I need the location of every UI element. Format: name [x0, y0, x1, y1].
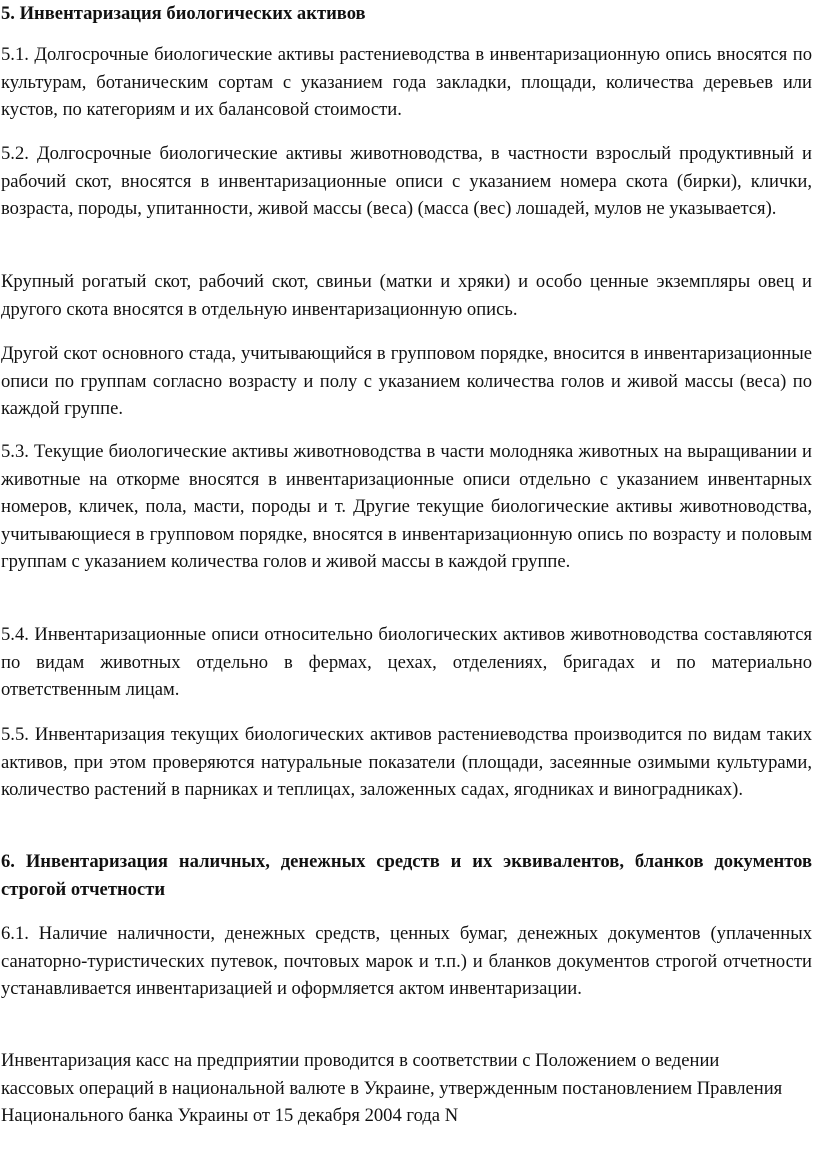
paragraph-5-1: 5.1. Долгосрочные биологические активы растениеводства в инвентаризационную опись вносятся по культурам, ботаническим сортам с указанием года закладки, площади, количества деревьев или кустов, по категориям и их балансовой стоимости. [1, 44, 812, 121]
paragraph-5-4: 5.4. Инвентаризационные описи относительно биологических активов животноводства составляются по видам животных отдельно в фермах, цехах, отделениях, бригадах и по материально ответственным лицам. [1, 624, 812, 701]
paragraph-5-5: 5.5. Инвентаризация текущих биологических активов растениеводства производится по видам таких активов, при этом проверяются натуральные показатели (площади, засеянные озимыми культурами, количество растений в парниках и теплицах, заложенных садах, ягодниках и виноградниках). [1, 724, 812, 801]
paragraph-6-1-cash: Инвентаризация касс на предприятии проводится в соответствии с Положением о ведении кассовых операций в национальной валюте в Украине, утвержденным постановлением Правления Национального банка Украины от 15 декабря 2004 года N [1, 1050, 783, 1127]
paragraph-6-1: 6.1. Наличие наличности, денежных средств, ценных бумаг, денежных документов (уплаченных санаторно-туристических путевок, почтовых марок и т.п.) и бланков документов строгой отчетности устанавливается инвентаризацией и оформляется актом инвентаризации. [1, 923, 812, 1000]
paragraph-5-2-group: Другой скот основного стада, учитывающийся в групповом порядке, вносится в инвентаризационные описи по группам согласно возрасту и полу с указанием количества голов и живой массы (веса) по каждой группе. [1, 343, 812, 420]
paragraph-5-3: 5.3. Текущие биологические активы животноводства в части молодняка животных на выращивании и животные на откорме вносятся в инвентаризационные описи отдельно с указанием инвентарных номеров, кличек, пола, масти, породы и т. Другие текущие биологические активы животноводства, учитывающиеся в групповом порядке, вносятся в инвентаризационную опись по возрасту и половым группам с указанием количества голов и живой массы в каждой группе. [1, 441, 812, 573]
section-5-heading: 5. Инвентаризация биологических активов [1, 3, 366, 24]
section-6-heading: 6. Инвентаризация наличных, денежных средств и их эквивалентов, бланков документов строгой отчетности [1, 851, 812, 900]
paragraph-5-2: 5.2. Долгосрочные биологические активы животноводства, в частности взрослый продуктивный и рабочий скот, вносятся в инвентаризационные описи с указанием номера скота (бирки), клички, возраста, породы, упитанности, живой массы (веса) (масса (вес) лошадей, мулов не указывается). [1, 143, 812, 220]
paragraph-5-2-livestock: Крупный рогатый скот, рабочий скот, свиньи (матки и хряки) и особо ценные экземпляры овец и другого скота вносятся в отдельную инвентаризационную опись. [1, 271, 812, 320]
